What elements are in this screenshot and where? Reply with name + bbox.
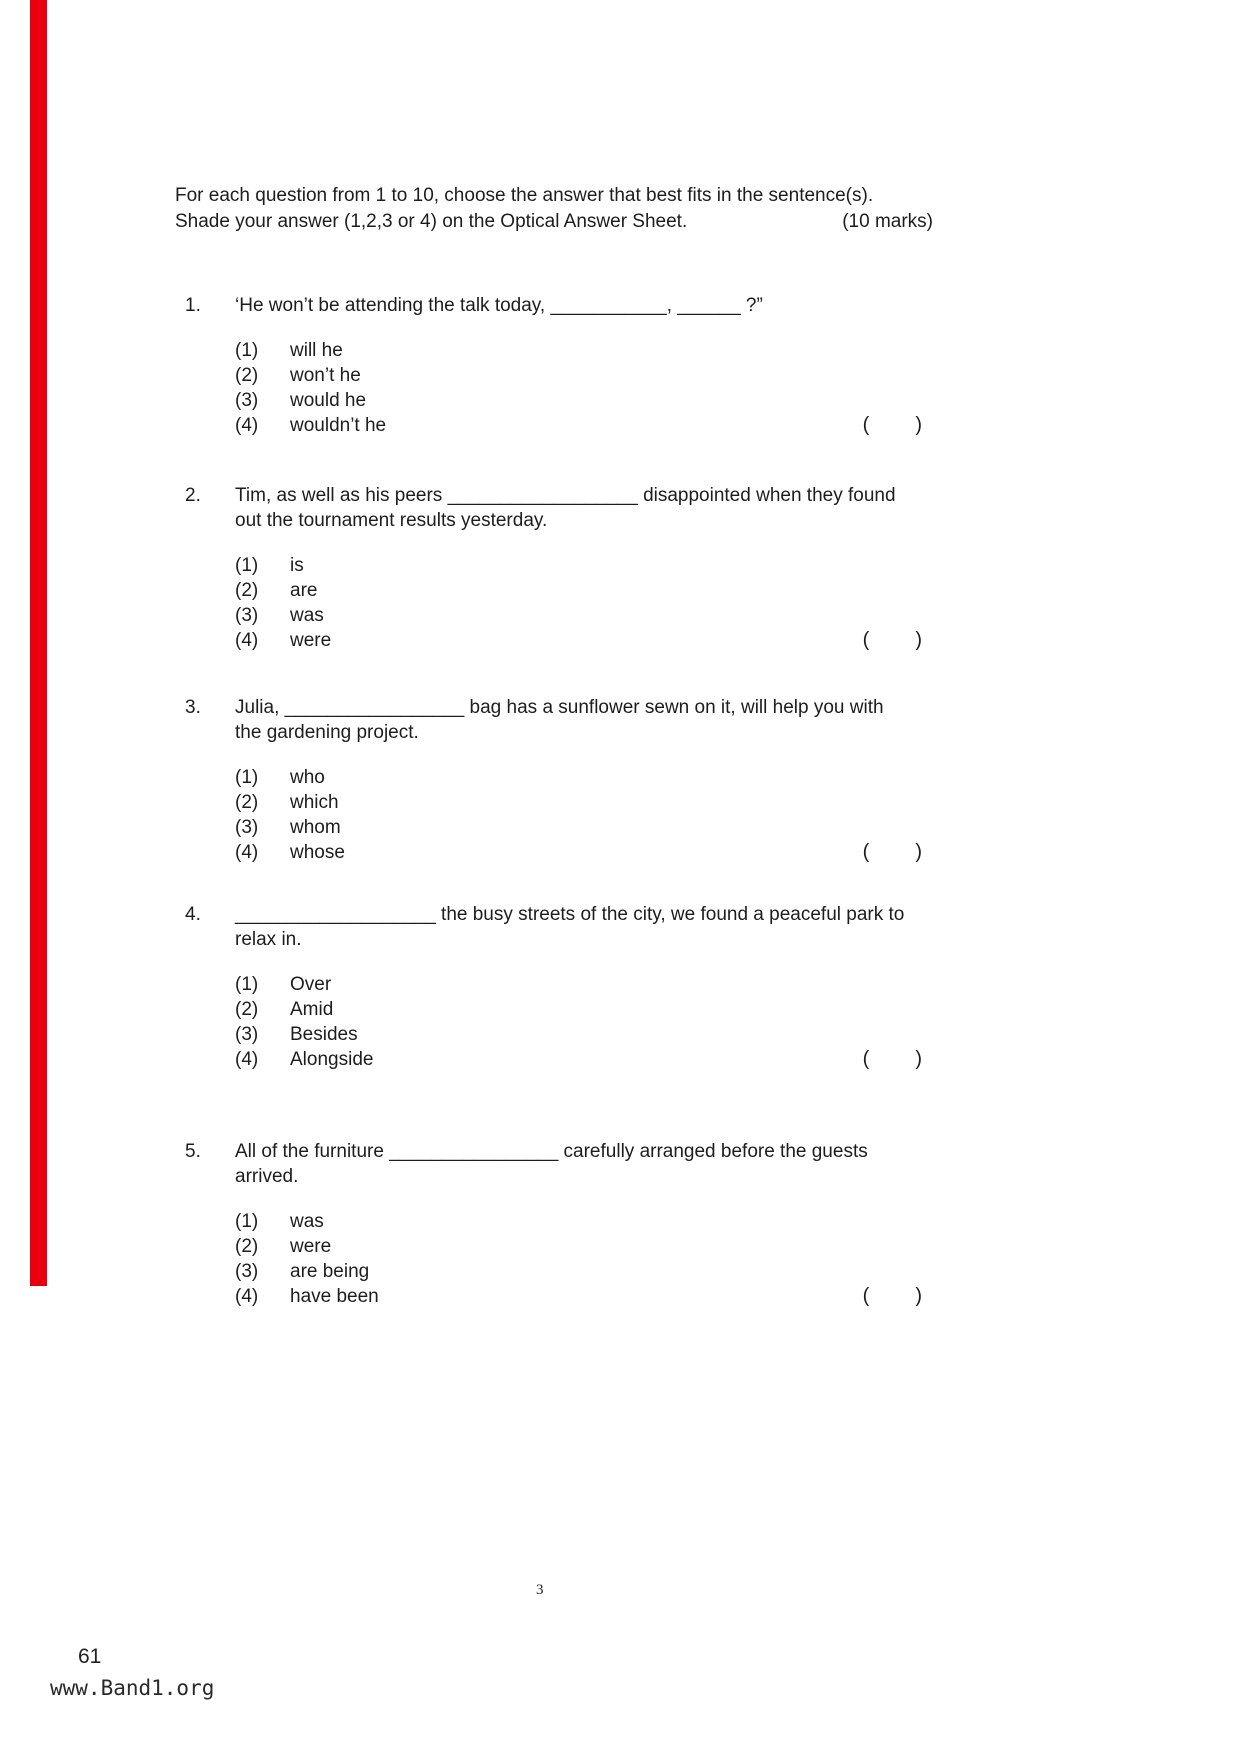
option-text: are being bbox=[290, 1261, 370, 1282]
bracket-close: ) bbox=[915, 629, 922, 651]
question-text: ___________________ the busy streets of the city, we found a peaceful park to bbox=[235, 904, 905, 925]
option-number: (3) bbox=[235, 390, 259, 411]
option-row bbox=[235, 1047, 930, 1072]
watermark-url: www.Band1.org bbox=[50, 1676, 215, 1700]
bracket-open: ( bbox=[862, 414, 870, 436]
option-row bbox=[235, 363, 930, 388]
option-number: (4) bbox=[235, 1049, 259, 1070]
option-number: (4) bbox=[235, 630, 259, 651]
option-row bbox=[235, 413, 930, 438]
option-text: were bbox=[290, 1236, 332, 1257]
option-row bbox=[235, 1284, 930, 1309]
option-row bbox=[235, 1022, 930, 1047]
option-text: whom bbox=[290, 817, 341, 838]
option-row bbox=[235, 553, 930, 578]
question-number: 5. bbox=[185, 1141, 201, 1162]
answer-bracket bbox=[863, 840, 922, 865]
option-row bbox=[235, 1259, 930, 1284]
option-text: Besides bbox=[290, 1024, 358, 1045]
marks-label: (10 marks) bbox=[842, 211, 933, 232]
question-number: 2. bbox=[185, 485, 201, 506]
option-number: (2) bbox=[235, 1236, 259, 1257]
answer-bracket bbox=[863, 413, 922, 438]
option-text: are bbox=[290, 580, 318, 601]
page-number: 3 bbox=[536, 1582, 544, 1598]
option-text: would he bbox=[290, 390, 367, 411]
options-list bbox=[235, 972, 930, 1072]
bracket-open: ( bbox=[862, 629, 870, 651]
question-block-4 bbox=[185, 902, 930, 1072]
option-text: was bbox=[290, 1211, 324, 1232]
option-row bbox=[235, 1234, 930, 1259]
question-text-continued: arrived. bbox=[235, 1166, 299, 1187]
instructions-line2: Shade your answer (1,2,3 or 4) on the Optical Answer Sheet. bbox=[175, 211, 688, 232]
option-text: were bbox=[290, 630, 332, 651]
option-text: won’t he bbox=[290, 365, 361, 386]
option-number: (3) bbox=[235, 1261, 259, 1282]
question-number: 4. bbox=[185, 904, 201, 925]
question-number: 3. bbox=[185, 697, 201, 718]
option-row bbox=[235, 578, 930, 603]
option-number: (2) bbox=[235, 365, 259, 386]
answer-bracket bbox=[863, 628, 922, 653]
option-number: (1) bbox=[235, 974, 259, 995]
option-row bbox=[235, 997, 930, 1022]
option-row bbox=[235, 603, 930, 628]
option-text: is bbox=[290, 555, 304, 576]
option-number: (1) bbox=[235, 555, 259, 576]
question-block-3 bbox=[185, 695, 930, 865]
bracket-close: ) bbox=[915, 414, 922, 436]
options-list bbox=[235, 553, 930, 653]
footer-number: 61 bbox=[78, 1645, 102, 1668]
option-text: Amid bbox=[290, 999, 334, 1020]
options-list bbox=[235, 765, 930, 865]
option-number: (1) bbox=[235, 767, 259, 788]
instructions-line1: For each question from 1 to 10, choose the answer that best fits in the sentence(s). bbox=[175, 185, 874, 206]
bracket-open: ( bbox=[862, 1285, 870, 1307]
option-row bbox=[235, 790, 930, 815]
option-row bbox=[235, 388, 930, 413]
option-number: (1) bbox=[235, 1211, 259, 1232]
question-text: Julia, _________________ bag has a sunflower sewn on it, will help you with bbox=[235, 697, 884, 718]
option-text: will he bbox=[290, 340, 343, 361]
option-number: (4) bbox=[235, 842, 259, 863]
option-text: which bbox=[290, 792, 339, 813]
option-number: (2) bbox=[235, 792, 259, 813]
option-row bbox=[235, 815, 930, 840]
option-text: Over bbox=[290, 974, 332, 995]
question-block-5 bbox=[185, 1139, 930, 1309]
option-number: (2) bbox=[235, 999, 259, 1020]
bracket-close: ) bbox=[915, 841, 922, 863]
option-text: was bbox=[290, 605, 324, 626]
option-number: (4) bbox=[235, 415, 259, 436]
option-row bbox=[235, 338, 930, 363]
option-text: wouldn’t he bbox=[290, 415, 387, 436]
option-number: (2) bbox=[235, 580, 259, 601]
answer-bracket bbox=[863, 1047, 922, 1072]
option-row bbox=[235, 840, 930, 865]
option-row bbox=[235, 628, 930, 653]
option-number: (1) bbox=[235, 340, 259, 361]
option-row bbox=[235, 1209, 930, 1234]
question-block-2 bbox=[185, 483, 930, 653]
bracket-close: ) bbox=[915, 1285, 922, 1307]
options-list bbox=[235, 338, 930, 438]
question-text-continued: the gardening project. bbox=[235, 722, 419, 743]
question-text: All of the furniture ________________ carefully arranged before the guests bbox=[235, 1141, 868, 1162]
option-number: (3) bbox=[235, 1024, 259, 1045]
question-text: Tim, as well as his peers __________________ disappointed when they found bbox=[235, 485, 896, 506]
option-text: have been bbox=[290, 1286, 379, 1307]
question-text-continued: relax in. bbox=[235, 929, 302, 950]
option-text: whose bbox=[290, 842, 345, 863]
question-number: 1. bbox=[185, 295, 201, 316]
option-number: (3) bbox=[235, 817, 259, 838]
option-number: (3) bbox=[235, 605, 259, 626]
question-text-continued: out the tournament results yesterday. bbox=[235, 510, 548, 531]
options-list bbox=[235, 1209, 930, 1309]
option-text: who bbox=[290, 767, 325, 788]
red-margin-stripe bbox=[30, 0, 47, 1286]
bracket-open: ( bbox=[862, 841, 870, 863]
option-row bbox=[235, 765, 930, 790]
option-row bbox=[235, 972, 930, 997]
option-number: (4) bbox=[235, 1286, 259, 1307]
option-text: Alongside bbox=[290, 1049, 374, 1070]
bracket-open: ( bbox=[862, 1048, 870, 1070]
question-block-1 bbox=[185, 293, 930, 438]
instructions-block bbox=[175, 183, 933, 235]
bracket-close: ) bbox=[915, 1048, 922, 1070]
answer-bracket bbox=[863, 1284, 922, 1309]
question-text: ‘He won’t be attending the talk today, ___________, ______ ?” bbox=[235, 295, 763, 316]
